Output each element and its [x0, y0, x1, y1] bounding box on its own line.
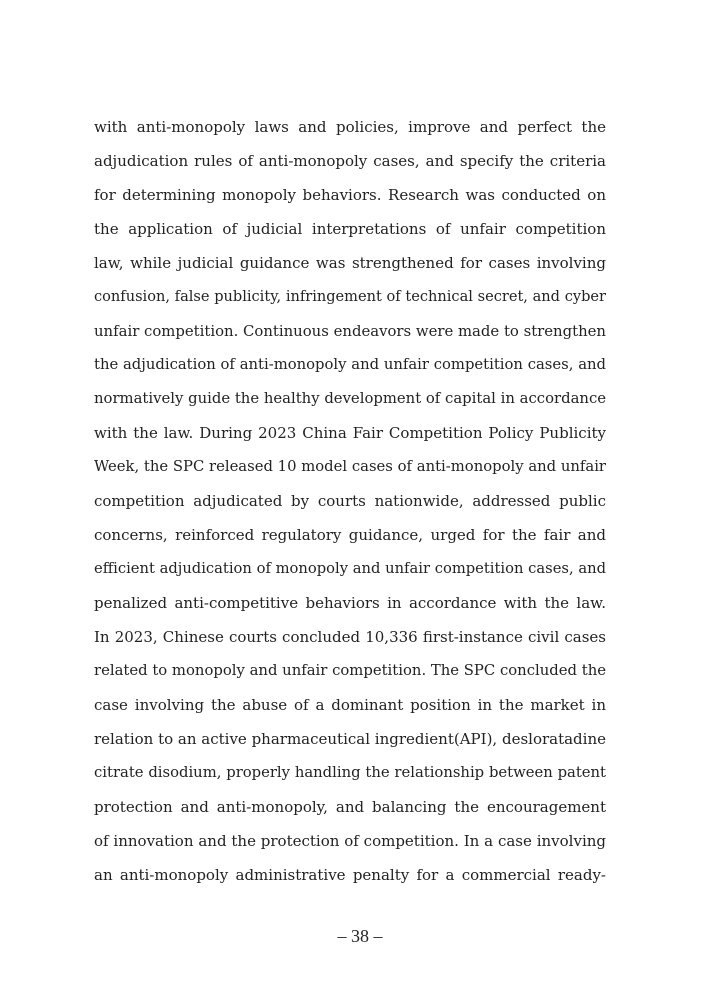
text-line: case involving the abuse of a dominant position in the market in — [94, 696, 606, 714]
text-line: an anti-monopoly administrative penalty for a commercial ready- — [94, 866, 606, 884]
text-line: efficient adjudication of monopoly and unfair competition cases, and — [94, 560, 606, 577]
text-line: the application of judicial interpretations of unfair competition — [94, 220, 606, 238]
page-number: – 38 – — [337, 926, 383, 946]
text-line: confusion, false publicity, infringement of technical secret, and cyber — [94, 288, 606, 305]
text-line: relation to an active pharmaceutical ingredient(API), desloratadine — [94, 730, 606, 748]
text-line: citrate disodium, properly handling the relationship between patent — [94, 764, 606, 781]
text-line: In 2023, Chinese courts concluded 10,336 first-instance civil cases — [94, 628, 606, 646]
text-line: adjudication rules of anti-monopoly cases, and specify the criteria — [94, 152, 606, 170]
text-line: with the law. During 2023 China Fair Competition Policy Publicity — [94, 424, 606, 442]
text-line: related to monopoly and unfair competition. The SPC concluded the — [94, 662, 606, 679]
text-line: of innovation and the protection of competition. In a case involving — [94, 832, 606, 850]
text-line: normatively guide the healthy development of capital in accordance — [94, 390, 606, 407]
text-line: for determining monopoly behaviors. Research was conducted on — [94, 186, 606, 204]
text-line: unfair competition. Continuous endeavors were made to strengthen — [94, 322, 606, 340]
text-line: with anti-monopoly laws and policies, improve and perfect the — [94, 118, 606, 136]
text-line: law, while judicial guidance was strengthened for cases involving — [94, 254, 606, 272]
text-line: concerns, reinforced regulatory guidance, urged for the fair and — [94, 526, 606, 544]
text-line: penalized anti-competitive behaviors in accordance with the law. — [94, 594, 606, 612]
text-line: the adjudication of anti-monopoly and unfair competition cases, and — [94, 356, 606, 373]
text-line: Week, the SPC released 10 model cases of anti-monopoly and unfair — [94, 458, 606, 475]
text-line: competition adjudicated by courts nationwide, addressed public — [94, 492, 606, 510]
text-line: protection and anti-monopoly, and balancing the encouragement — [94, 798, 606, 816]
body-text — [94, 110, 606, 892]
